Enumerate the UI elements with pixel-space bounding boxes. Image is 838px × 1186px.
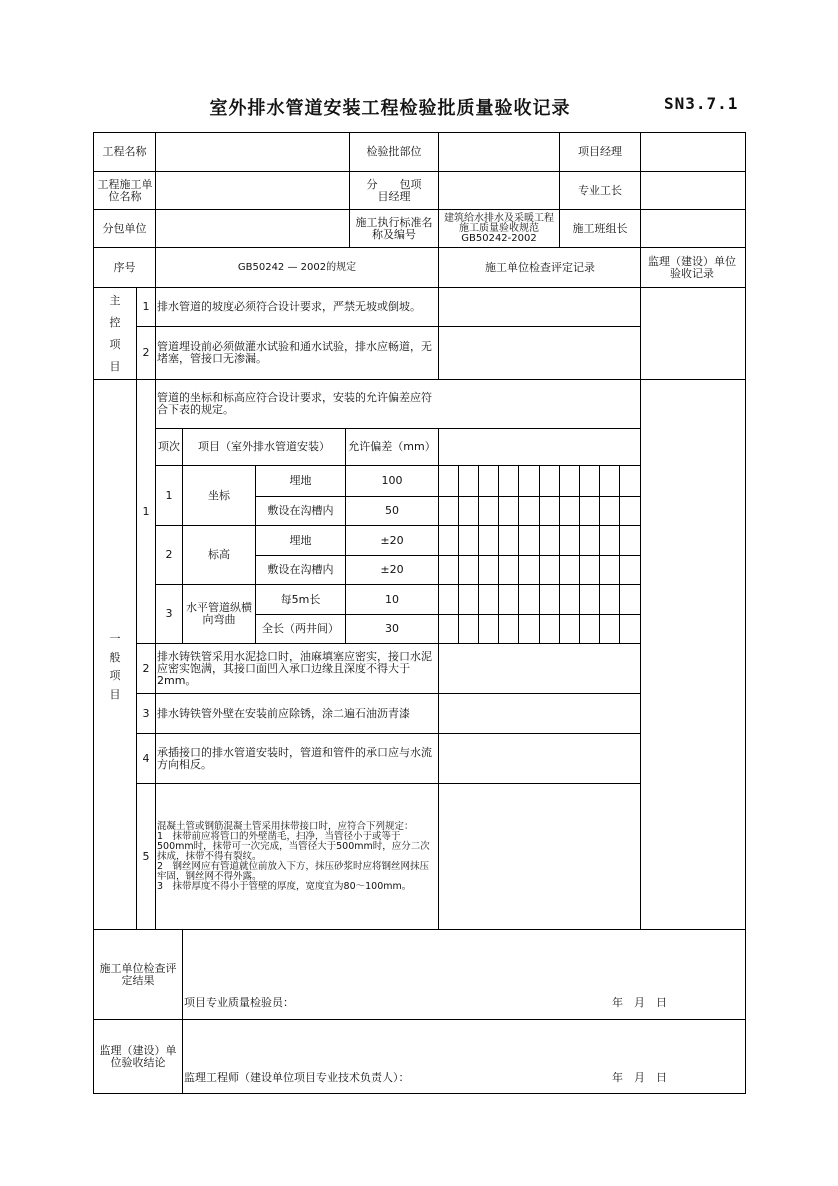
dev-sub: 埋地 <box>289 474 312 487</box>
dev-value: 100 <box>381 474 403 487</box>
general-item-no: 1 <box>142 504 150 518</box>
label-team-leader: 施工班组长 <box>572 221 628 235</box>
general-item-no: 5 <box>142 849 150 863</box>
label-inspect-part: 检验批部位 <box>366 145 422 158</box>
general-item1-intro: 管道的坐标和标高应符合设计要求，安装的允许偏差应符合下表的规定。 <box>157 391 432 416</box>
label-construction-unit: 工程施工单位名称 <box>97 177 153 203</box>
dev-group-no: 3 <box>165 607 173 620</box>
dev-sub: 敷设在沟槽内 <box>267 563 334 576</box>
supervisor-conclusion-field[interactable] <box>183 1020 745 1065</box>
dev-th-dev: 允许偏差（mm） <box>348 440 436 453</box>
dev-value: 50 <box>385 504 399 517</box>
general-item-no: 3 <box>142 706 150 720</box>
dev-th-no: 项次 <box>158 440 180 453</box>
col-eval: 施工单位检查评定记录 <box>485 260 595 274</box>
project-manager-field[interactable] <box>641 133 745 171</box>
dev-group-name: 标高 <box>208 548 230 561</box>
dev-measurement-cells[interactable] <box>439 466 639 643</box>
general-supervisor-field[interactable] <box>641 380 745 929</box>
main-control-label: 主 控 项 目 <box>109 294 121 373</box>
dev-value: 30 <box>385 622 399 635</box>
team-leader-field[interactable] <box>641 210 745 247</box>
general-item-text: 排水铸铁管外壁在安装前应除锈，涂二遍石油沥青漆 <box>157 706 410 720</box>
main-supervisor-field[interactable] <box>641 288 745 379</box>
col-rule: GB50242 — 2002的规定 <box>237 261 357 273</box>
col-supervisor: 监理（建设）单位验收记录 <box>648 254 736 280</box>
dev-group-no: 2 <box>165 548 173 561</box>
inspector-label: 项目专业质量检验员： <box>184 997 294 1009</box>
dev-th-item: 项目（室外排水管道安装） <box>198 440 330 453</box>
dev-group-name: 水平管道纵横向弯曲 <box>186 601 252 626</box>
supervisor-date: 年 月 日 <box>612 1072 667 1084</box>
dev-group-no: 1 <box>165 488 173 502</box>
main-item-text: 管道埋设前必须做灌水试验和通水试验，排水应畅道，无堵塞，管接口无渗漏。 <box>157 340 432 365</box>
label-project-name: 工程名称 <box>102 145 147 158</box>
std-value: 建筑给水排水及采暖工程施工质量验收规范 GB50242-2002 <box>444 212 554 244</box>
label-sub-unit: 分包单位 <box>102 221 147 235</box>
dev-value: ±20 <box>380 563 404 576</box>
dev-value: ±20 <box>380 533 404 547</box>
general-item-text: 混凝土管或钢筋混凝土管采用抹带接口时，应符合下列规定： 1 抹带前应将管口的外壁凿毛，扫净，当管径小于或等于500mm时，抹带可一次完成，当管径大于500mm时，应分二次抹成，抹带不得有裂纹。 2 钢丝网应有管道就位前放入下方，抹压砂浆时应将钢丝网抹压牢固，钢丝网不得外露。 3 抹带厚度不得小于管壁的厚度，宽度宜为80～100mm。 <box>157 820 430 892</box>
general-item-eval-field[interactable] <box>439 694 639 733</box>
general-item-eval-field[interactable] <box>439 784 639 929</box>
main-item-no: 2 <box>142 346 150 359</box>
main-item-eval-field[interactable] <box>439 288 639 326</box>
col-seq: 序号 <box>113 260 136 274</box>
main-item-text: 排水管道的坡度必须符合设计要求，严禁无坡或倒坡。 <box>157 300 421 313</box>
label-subcontract-pm: 分 包项目经理 <box>366 177 422 203</box>
dev-sub: 每5m长 <box>280 592 321 606</box>
main-item-no: 1 <box>142 300 150 313</box>
general-item-text: 排水铸铁管采用水泥捻口时，油麻填塞应密实，接口水泥应密实饱满，其接口面凹入承口边缘且深度不得大于2mm。 <box>157 649 432 687</box>
project-name-field[interactable] <box>156 133 349 171</box>
dev-sub: 埋地 <box>289 533 312 547</box>
general-label: 一 般 项 目 <box>109 632 121 701</box>
inspect-part-field[interactable] <box>439 133 559 171</box>
subcontract-pm-field[interactable] <box>439 172 559 209</box>
label-foreman: 专业工长 <box>578 183 622 197</box>
document-title: 室外排水管道安装工程检验批质量验收记录 <box>209 98 571 119</box>
label-std-name: 施工执行标准名称及编号 <box>355 215 433 241</box>
label-project-manager: 项目经理 <box>578 145 622 158</box>
inspect-date: 年 月 日 <box>612 997 667 1009</box>
general-item-eval-field[interactable] <box>439 734 639 783</box>
sub-unit-field[interactable] <box>156 210 349 247</box>
construction-result-field[interactable] <box>183 930 745 990</box>
dev-group-name: 坐标 <box>208 488 230 502</box>
general-item-no: 2 <box>142 661 150 675</box>
supervisor-conclusion-label: 监理（建设）单位验收结论 <box>99 1043 177 1069</box>
dev-sub: 全长（两井间） <box>262 622 339 635</box>
document-code: SN3.7.1 <box>664 94 739 113</box>
dev-sub: 敷设在沟槽内 <box>267 504 334 517</box>
construction-result-label: 施工单位检查评定结果 <box>99 961 177 987</box>
general-item-text: 承插接口的排水管道安装时，管道和管件的承口应与水流方向相反。 <box>157 745 432 771</box>
main-item-eval-field[interactable] <box>439 327 639 379</box>
foreman-field[interactable] <box>641 172 745 209</box>
general-item-eval-field[interactable] <box>439 644 639 693</box>
supervisor-label: 监理工程师（建设单位项目专业技术负责人）： <box>184 1072 410 1084</box>
construction-unit-field[interactable] <box>156 172 349 209</box>
general-item-no: 4 <box>142 751 150 765</box>
dev-value: 10 <box>385 592 399 606</box>
